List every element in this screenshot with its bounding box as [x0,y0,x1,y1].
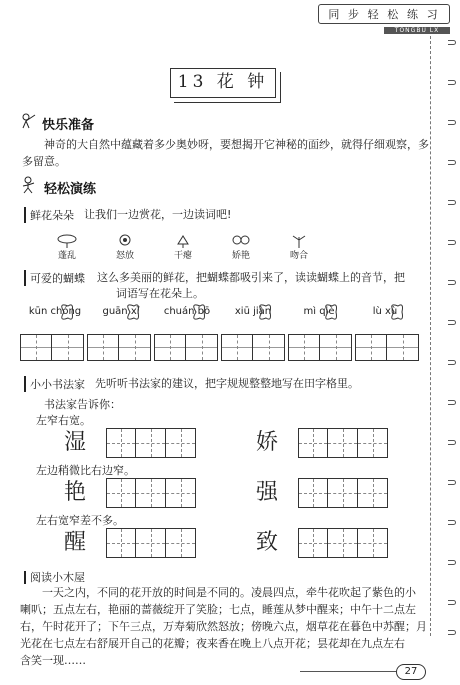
section-heading: 快乐准备 [42,117,95,133]
calligraphy-row [60,428,388,458]
series-char: 步 [347,8,361,21]
tian-grid[interactable] [358,428,388,458]
model-char: 醒 [63,530,86,555]
exercise-tag: 阅读小木屋 [24,571,85,584]
page-number: 27 [396,664,426,680]
exercise-tag: 鲜花朵朵 [24,207,74,223]
section-prep [20,112,94,134]
pinyin-item: lù xù [372,306,398,317]
butterfly-icons [60,302,430,322]
series-char: 同 [328,8,342,21]
tian-grid[interactable] [106,528,136,558]
tian-grid[interactable] [328,528,358,558]
pencil-kid-icon [20,112,38,134]
tian-grid[interactable] [298,478,328,508]
exercise-instruction: 这么多美丽的鲜花，把蝴蝶都吸引来了，读读蝴蝶上的音节，把 [97,271,405,284]
exercise-instruction-cont: 词语写在花朵上。 [116,287,204,300]
flower-word-row [52,234,314,261]
tian-grid[interactable] [106,478,136,508]
flower-icon [168,234,198,248]
section-intro-text: 神奇的大自然中蕴藏着多少奥妙呀，要想揭开它神秘的面纱，就得仔细观察，多多留意。 [22,138,429,168]
passage-line: 喇叭；五点左右，艳丽的蔷薇绽开了笑脸；七点，睡莲从梦中醒来；中午十二点左 [20,603,416,616]
passage-line: 一天之内，不同的花开放的时间是不同的。凌晨四点，牵牛花吹起了紫色的小 [42,586,416,599]
tian-grid[interactable] [358,528,388,558]
passage-line: 光花在七点左右舒展开自己的花瓣；夜来香在晚上八点开花；昙花却在九点左右 [20,637,405,650]
exercise-calligraphy [24,376,434,392]
flower-icon [284,234,314,248]
tian-grid[interactable] [136,428,166,458]
flower-word: 蓬乱 [52,234,82,261]
exercise-tag: 小小书法家 [24,376,85,392]
writing-box-pair[interactable] [20,334,84,361]
tian-grid[interactable] [358,478,388,508]
writing-box-pair[interactable] [288,334,352,361]
pinyin-item: xiū jiàn [234,306,272,317]
exercise-instruction: 先听听书法家的建议，把字规规整整地写在田字格里。 [95,377,359,390]
flower-icon [52,234,82,248]
binding-rings [440,40,460,640]
calligraphy-hint: 左窄右宽。 [36,414,91,427]
footer-rule [300,671,396,672]
series-char: 练 [406,8,420,21]
flower-icon [226,234,256,248]
writing-box-pair[interactable] [355,334,419,361]
section-heading: 轻松演练 [44,181,97,197]
model-char: 致 [255,530,278,555]
flower-icon [110,234,140,248]
pinyin-item: guān xī [102,306,140,317]
lesson-title: 13 花 钟 [170,68,276,98]
calligraphy-hint: 左边稍微比右边窄。 [36,464,135,477]
tian-grid[interactable] [166,428,196,458]
exercise-flowers [24,207,424,223]
pinyin-writing-grid [20,334,419,361]
writing-box-pair[interactable] [221,334,285,361]
tian-grid[interactable] [298,528,328,558]
flower-word: 吻合 [284,234,314,261]
passage-line: 右，午时花开了；下午三点，万寿菊欣然怒放；傍晚六点，烟草花在暮色中苏醒；月 [20,620,427,633]
series-char: 松 [387,8,401,21]
writing-box-pair[interactable] [87,334,151,361]
series-banner: TONGBU LX [384,27,450,34]
calligraphy-row [60,528,388,558]
binding-line [430,36,431,636]
pinyin-item: kūn chóng [28,306,82,317]
pinyin-item: mì qiè [303,306,335,317]
flower-word: 干瘪 [168,234,198,261]
tian-grid[interactable] [328,478,358,508]
model-char: 湿 [63,430,86,455]
running-kid-icon [20,176,40,198]
butterfly-row [60,302,430,322]
reading-passage [20,584,434,669]
calligraphy-row [60,478,388,508]
model-char: 艳 [63,480,86,505]
calligraphy-hint: 左右宽窄差不多。 [36,514,124,527]
model-char: 强 [255,480,278,505]
section-practice [20,176,96,198]
series-header-box [318,4,450,24]
tian-grid[interactable] [328,428,358,458]
exercise-instruction: 让我们一边赏花，一边读词吧! [84,208,232,221]
pinyin-item: chuán bō [163,306,211,317]
tian-grid[interactable] [136,528,166,558]
flower-word: 娇艳 [226,234,256,261]
model-char: 娇 [255,430,278,455]
calligraphy-intro: 书法家告诉你： [44,398,121,411]
passage-line: 含笑一现…… [20,654,86,667]
series-char: 轻 [367,8,381,21]
tian-grid[interactable] [136,478,166,508]
exercise-tag: 可爱的蝴蝶 [24,270,85,286]
tian-grid[interactable] [106,428,136,458]
tian-grid[interactable] [166,528,196,558]
flower-word: 怒放 [110,234,140,261]
exercise-butterflies [24,270,436,302]
tian-grid[interactable] [298,428,328,458]
writing-box-pair[interactable] [154,334,218,361]
series-char: 习 [426,8,440,21]
tian-grid[interactable] [166,478,196,508]
exercise-reading [24,566,85,585]
